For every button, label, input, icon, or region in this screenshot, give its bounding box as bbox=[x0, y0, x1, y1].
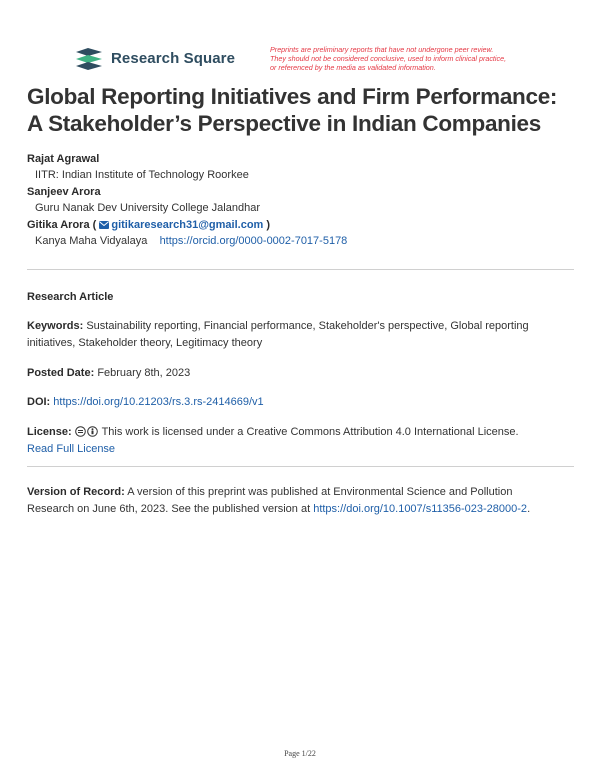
author-affiliation-row bbox=[27, 233, 587, 251]
keywords bbox=[27, 318, 575, 352]
research-square-logo[interactable] bbox=[74, 46, 235, 70]
author-affiliation: IITR: Indian Institute of Technology Roorkee bbox=[35, 169, 249, 181]
author-name: Gitika Arora bbox=[27, 219, 90, 231]
paper-title bbox=[27, 83, 587, 137]
title-line: Global Reporting Initiatives and Firm Performance: bbox=[27, 84, 558, 109]
author-list bbox=[27, 152, 587, 251]
license-label: License: bbox=[27, 426, 72, 438]
posted-date-label: Posted Date: bbox=[27, 367, 95, 379]
page-number: Page 1/22 bbox=[284, 749, 316, 758]
attribution-icon bbox=[87, 426, 98, 437]
version-of-record-label: Version of Record: bbox=[27, 486, 125, 498]
keywords-label: Keywords: bbox=[27, 320, 84, 332]
doi-link[interactable]: https://doi.org/10.21203/rs.3.rs-2414669/v1 bbox=[53, 396, 264, 408]
keywords-text: Sustainability reporting, Financial performance, Stakeholder's perspective, Global reporting bbox=[86, 320, 529, 332]
doi bbox=[27, 394, 575, 411]
divider bbox=[27, 466, 574, 467]
creative-commons-icon bbox=[75, 426, 86, 437]
author-name: Rajat Agrawal bbox=[27, 153, 100, 165]
version-of-record-end: . bbox=[527, 503, 531, 515]
notice-line: Preprints are preliminary reports that have not undergone peer review. bbox=[270, 45, 494, 54]
title-line: A Stakeholder’s Perspective in Indian Companies bbox=[27, 111, 541, 136]
doi-label: DOI: bbox=[27, 396, 51, 408]
notice-line: They should not be considered conclusive, used to inform clinical practice, bbox=[270, 54, 507, 63]
posted-date-value: February 8th, 2023 bbox=[97, 367, 191, 379]
divider bbox=[27, 269, 574, 270]
author-name: Sanjeev Arora bbox=[27, 186, 101, 198]
author-email-link[interactable]: gitikaresearch31@gmail.com bbox=[111, 219, 264, 231]
published-version-link[interactable]: https://doi.org/10.1007/s11356-023-28000-2 bbox=[313, 503, 528, 515]
orcid-link[interactable]: https://orcid.org/0000-0002-7017-5178 bbox=[159, 235, 348, 247]
author-affiliation: Guru Nanak Dev University College Jalandhar bbox=[35, 202, 260, 214]
notice-line: or referenced by the media as validated information. bbox=[270, 63, 436, 72]
keywords-text: initiatives, Stakeholder theory, Legitimacy theory bbox=[27, 337, 263, 349]
logo-text: Research Square bbox=[111, 49, 236, 67]
version-of-record bbox=[27, 484, 575, 518]
license-text: This work is licensed under a Creative Commons Attribution 4.0 International License. bbox=[101, 426, 519, 438]
version-of-record-text: Research on June 6th, 2023. See the published version at bbox=[27, 503, 311, 515]
article-type: Research Article bbox=[27, 291, 114, 303]
research-square-logo-icon bbox=[74, 46, 104, 70]
envelope-icon bbox=[99, 221, 109, 229]
posted-date bbox=[27, 365, 575, 382]
author-affiliation: Kanya Maha Vidyalaya bbox=[35, 235, 148, 247]
read-full-license-link[interactable]: Read Full License bbox=[27, 443, 116, 455]
preprint-notice bbox=[270, 45, 570, 72]
license bbox=[27, 424, 575, 458]
version-of-record-text: A version of this preprint was published at Environmental Science and Pollution bbox=[127, 486, 513, 498]
author-with-email: Gitika Arora ( gitikaresearch31@gmail.com ) bbox=[27, 219, 271, 231]
